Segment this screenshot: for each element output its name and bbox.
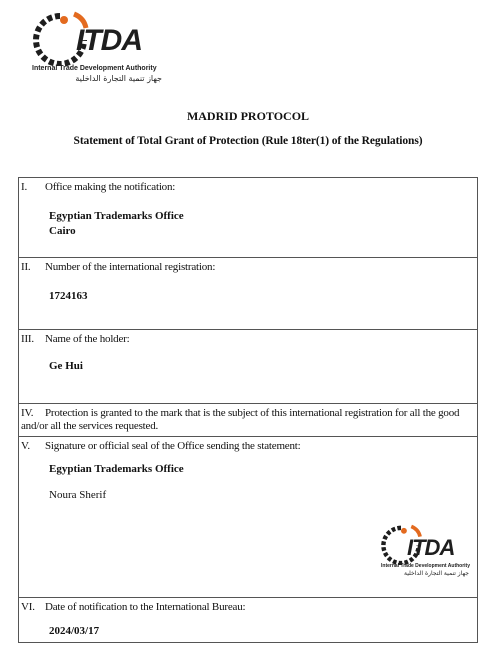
office-name: Egyptian Trademarks Office — [49, 210, 184, 222]
section-number: III. — [21, 333, 34, 345]
statement-form — [18, 177, 478, 643]
logo-wordmark: ITDA — [76, 24, 142, 57]
section-registration — [19, 257, 477, 329]
logo-arabic: جهاز تنمية التجارة الداخلية — [75, 74, 162, 83]
logo-subtitle: Internal Trade Development Authority — [32, 65, 157, 72]
section-label: Date of notification to the International Bureau: — [45, 601, 246, 613]
section-label: Protection is granted to the mark that is the subject of this international registration for all the good and/or all the services requested. — [21, 407, 460, 432]
section-date — [19, 597, 477, 642]
logo-arabic: جهاز تنمية التجارة الداخلية — [404, 570, 469, 577]
section-label: Signature or official seal of the Office sending the statement: — [45, 440, 301, 452]
office-city: Cairo — [49, 225, 76, 237]
signing-office: Egyptian Trademarks Office — [49, 463, 184, 475]
section-office — [19, 178, 477, 257]
section-number: V. — [21, 440, 30, 452]
logo-subtitle: Internal Trade Development Authority — [381, 563, 470, 569]
itda-seal-logo — [379, 523, 471, 585]
section-number: VI. — [21, 601, 35, 613]
section-signature — [19, 436, 477, 597]
section-label: Name of the holder: — [45, 333, 130, 345]
section-number: IV. — [21, 407, 34, 419]
section-holder — [19, 329, 477, 403]
itda-logo — [30, 10, 170, 83]
page-subtitle: Statement of Total Grant of Protection (Rule 18ter(1) of the Regulations) — [73, 135, 423, 147]
section-number: I. — [21, 181, 28, 193]
section-protection — [19, 403, 477, 436]
logo-wordmark: ITDA — [407, 535, 455, 560]
notification-date: 2024/03/17 — [49, 625, 100, 637]
section-number: II. — [21, 261, 31, 273]
signatory-name: Noura Sherif — [49, 489, 107, 501]
holder-name: Ge Hui — [49, 360, 83, 372]
section-label: Office making the notification: — [45, 181, 176, 193]
section-label: Number of the international registration: — [45, 261, 216, 273]
page-title: MADRID PROTOCOL — [186, 109, 310, 123]
registration-number: 1724163 — [49, 290, 88, 302]
